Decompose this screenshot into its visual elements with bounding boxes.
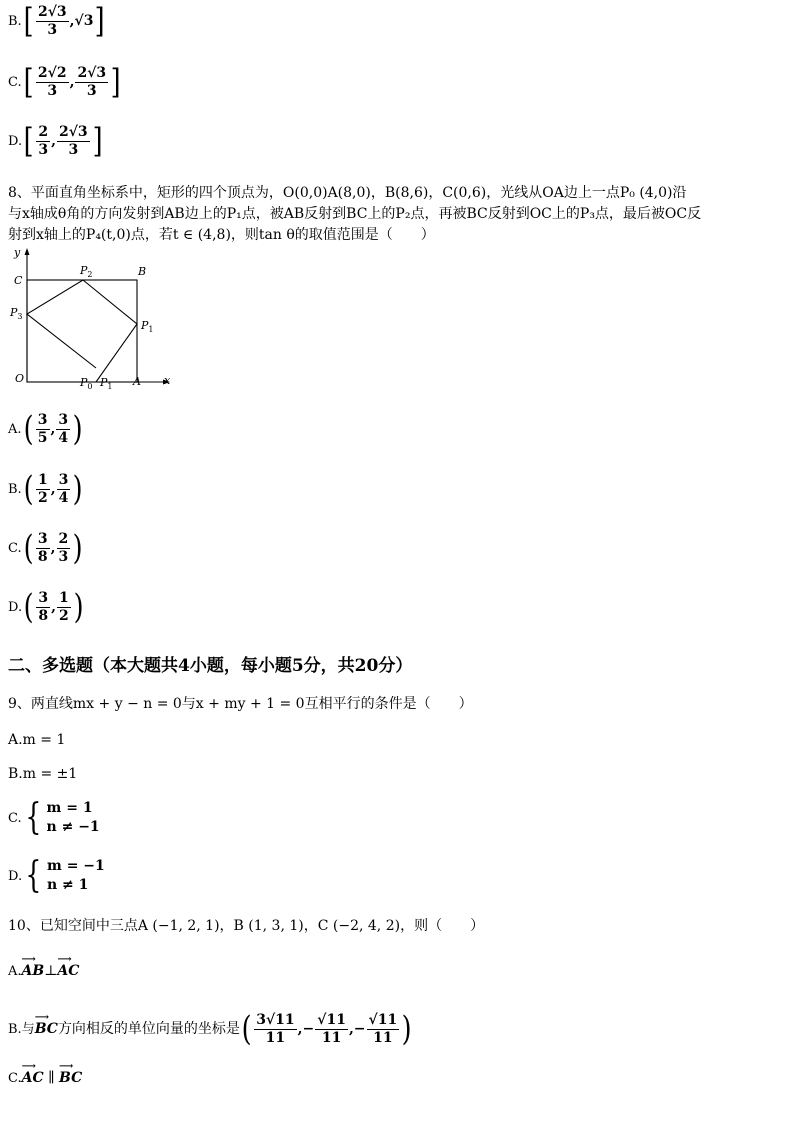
q8-stem-line2: 与x轴成θ角的方向发射到AB边上的P₁点，被AB反射到BC上的P₂点，再被BC反射到OC上的P₃点，最后被OC反 bbox=[8, 206, 702, 222]
point-label-p2: $P_2$ bbox=[80, 264, 93, 279]
fraction: $\frac{3}{5}$ bbox=[37, 411, 48, 446]
vector-ac: ⟶ AC bbox=[22, 1069, 44, 1087]
parallel-symbol: ∥ bbox=[48, 1070, 55, 1086]
q9-stem: 9、两直线mx + y − n = 0与x + my + 1 = 0互相平行的条件是（ ） bbox=[8, 696, 473, 712]
light-path bbox=[27, 280, 137, 382]
point-label-p1-bottom: $P_1$ bbox=[100, 376, 113, 391]
option-label: B. bbox=[8, 14, 22, 29]
option-label: D. bbox=[8, 600, 23, 615]
y-axis-arrow bbox=[25, 248, 30, 255]
fraction: $\frac{2√3}{3}$ bbox=[77, 64, 107, 99]
fraction: $\frac{1}{2}$ bbox=[37, 471, 48, 506]
fraction: $\frac{3}{4}$ bbox=[58, 411, 69, 446]
q10-stem: 10、已知空间中三点A (−1, 2, 1)，B (1, 3, 1)，C (−2, 4, 2)，则（ ） bbox=[8, 918, 485, 934]
option-label: B. bbox=[8, 482, 22, 497]
vector-ab: ⟶ AB bbox=[22, 962, 45, 980]
q9-option-d: D.{ m = −1 n ≠ 1 bbox=[8, 855, 105, 896]
fraction: $\frac{3}{8}$ bbox=[37, 530, 48, 565]
q8-figure bbox=[6, 246, 176, 394]
sqrt-value: √3 bbox=[74, 13, 94, 29]
q9-option-c: C.{ m = 1 n ≠ −1 bbox=[8, 797, 100, 838]
q7-option-d: D.[ $\frac{2}{3}$ , $\frac{2√3}{3}$ ] bbox=[8, 121, 103, 161]
point-label-p1: $P_1$ bbox=[141, 319, 154, 334]
point-label-a: A bbox=[133, 375, 141, 388]
q9-option-a: A.m = 1 bbox=[8, 732, 66, 748]
fraction: $\frac{√11}{11}$ bbox=[368, 1011, 398, 1046]
point-label-b: B bbox=[138, 265, 147, 278]
equation-system: m = −1 n ≠ 1 bbox=[47, 858, 105, 893]
section-heading: 二、多选题（本大题共4小题，每小题5分，共20分） bbox=[8, 656, 413, 676]
option-label: A. bbox=[8, 964, 22, 979]
axis-label-y: y bbox=[14, 246, 21, 259]
fraction: $\frac{2√3}{3}$ bbox=[58, 123, 88, 158]
q8-option-b: B.( $\frac{1}{2}$ , $\frac{3}{4}$ ) bbox=[8, 469, 83, 509]
point-label-o: O bbox=[15, 372, 25, 385]
point-label-c: C bbox=[14, 274, 23, 287]
vector-bc: ⟶ BC bbox=[59, 1069, 82, 1087]
perpendicular-symbol: ⊥ bbox=[44, 963, 58, 979]
rectangle-oabc bbox=[27, 280, 137, 382]
q8-stem-line3: 射到x轴上的P₄(t,0)点，若t ∈ (4,8)，则tan θ的取值范围是（ ） bbox=[8, 227, 435, 243]
fraction: $\frac{√11}{11}$ bbox=[317, 1011, 346, 1046]
point-label-p3: $P_3$ bbox=[10, 306, 23, 321]
fraction: $\frac{2√3}{3}$ bbox=[37, 3, 67, 38]
vector-ac: ⟶ AC bbox=[57, 962, 79, 980]
fraction: $\frac{2}{3}$ bbox=[38, 123, 49, 158]
axis-label-x: x bbox=[164, 374, 171, 387]
option-label: A. bbox=[8, 422, 22, 437]
q8-stem-line1: 8、平面直角坐标系中，矩形的四个顶点为，O(0,0)A(8,0)，B(8,6)，C(0,6)，光线从OA边上一点P₀ (4,0)沿 bbox=[8, 185, 687, 201]
option-label: C. bbox=[8, 75, 22, 90]
option-label: C. bbox=[8, 541, 22, 556]
q8-option-c: C.( $\frac{3}{8}$ , $\frac{2}{3}$ ) bbox=[8, 528, 83, 568]
point-label-p0: $P_0$ bbox=[80, 376, 93, 391]
fraction: $\frac{1}{2}$ bbox=[58, 589, 69, 624]
fraction: $\frac{3}{4}$ bbox=[58, 471, 69, 506]
option-label: B.与 bbox=[8, 1022, 35, 1037]
q8-option-d: D.( $\frac{3}{8}$ , $\frac{1}{2}$ ) bbox=[8, 587, 84, 627]
q10-option-b: B.与⟶ BC方向相反的单位向量的坐标是( $\frac{3√11}{11}$ ,− $\frac{√11}{11}$ ,− $\frac{√11}{11}$ ) bbox=[8, 1010, 414, 1048]
q8-option-a: A.( $\frac{3}{5}$ , $\frac{3}{4}$ ) bbox=[8, 409, 83, 449]
q9-option-b: B.m = ±1 bbox=[8, 766, 78, 782]
option-label: D. bbox=[8, 134, 23, 149]
option-label: C. bbox=[8, 1071, 22, 1086]
fraction: $\frac{2}{3}$ bbox=[58, 530, 69, 565]
equation-system: m = 1 n ≠ −1 bbox=[46, 800, 100, 835]
fraction: $\frac{3}{8}$ bbox=[38, 589, 49, 624]
option-label: C. bbox=[8, 811, 22, 826]
q10-option-c bbox=[8, 1069, 82, 1088]
q10-option-a bbox=[8, 962, 79, 981]
q7-option-c: C.[ $\frac{2√2}{3}$ , $\frac{2√3}{3}$ ] bbox=[8, 62, 121, 102]
q7-option-b: B.[ $\frac{2√3}{3}$ ,√3] bbox=[8, 1, 106, 41]
option-label: D. bbox=[8, 869, 23, 884]
vector-bc: ⟶ BC bbox=[35, 1020, 58, 1038]
fraction: $\frac{3√11}{11}$ bbox=[256, 1011, 295, 1046]
fraction: $\frac{2√2}{3}$ bbox=[37, 64, 67, 99]
